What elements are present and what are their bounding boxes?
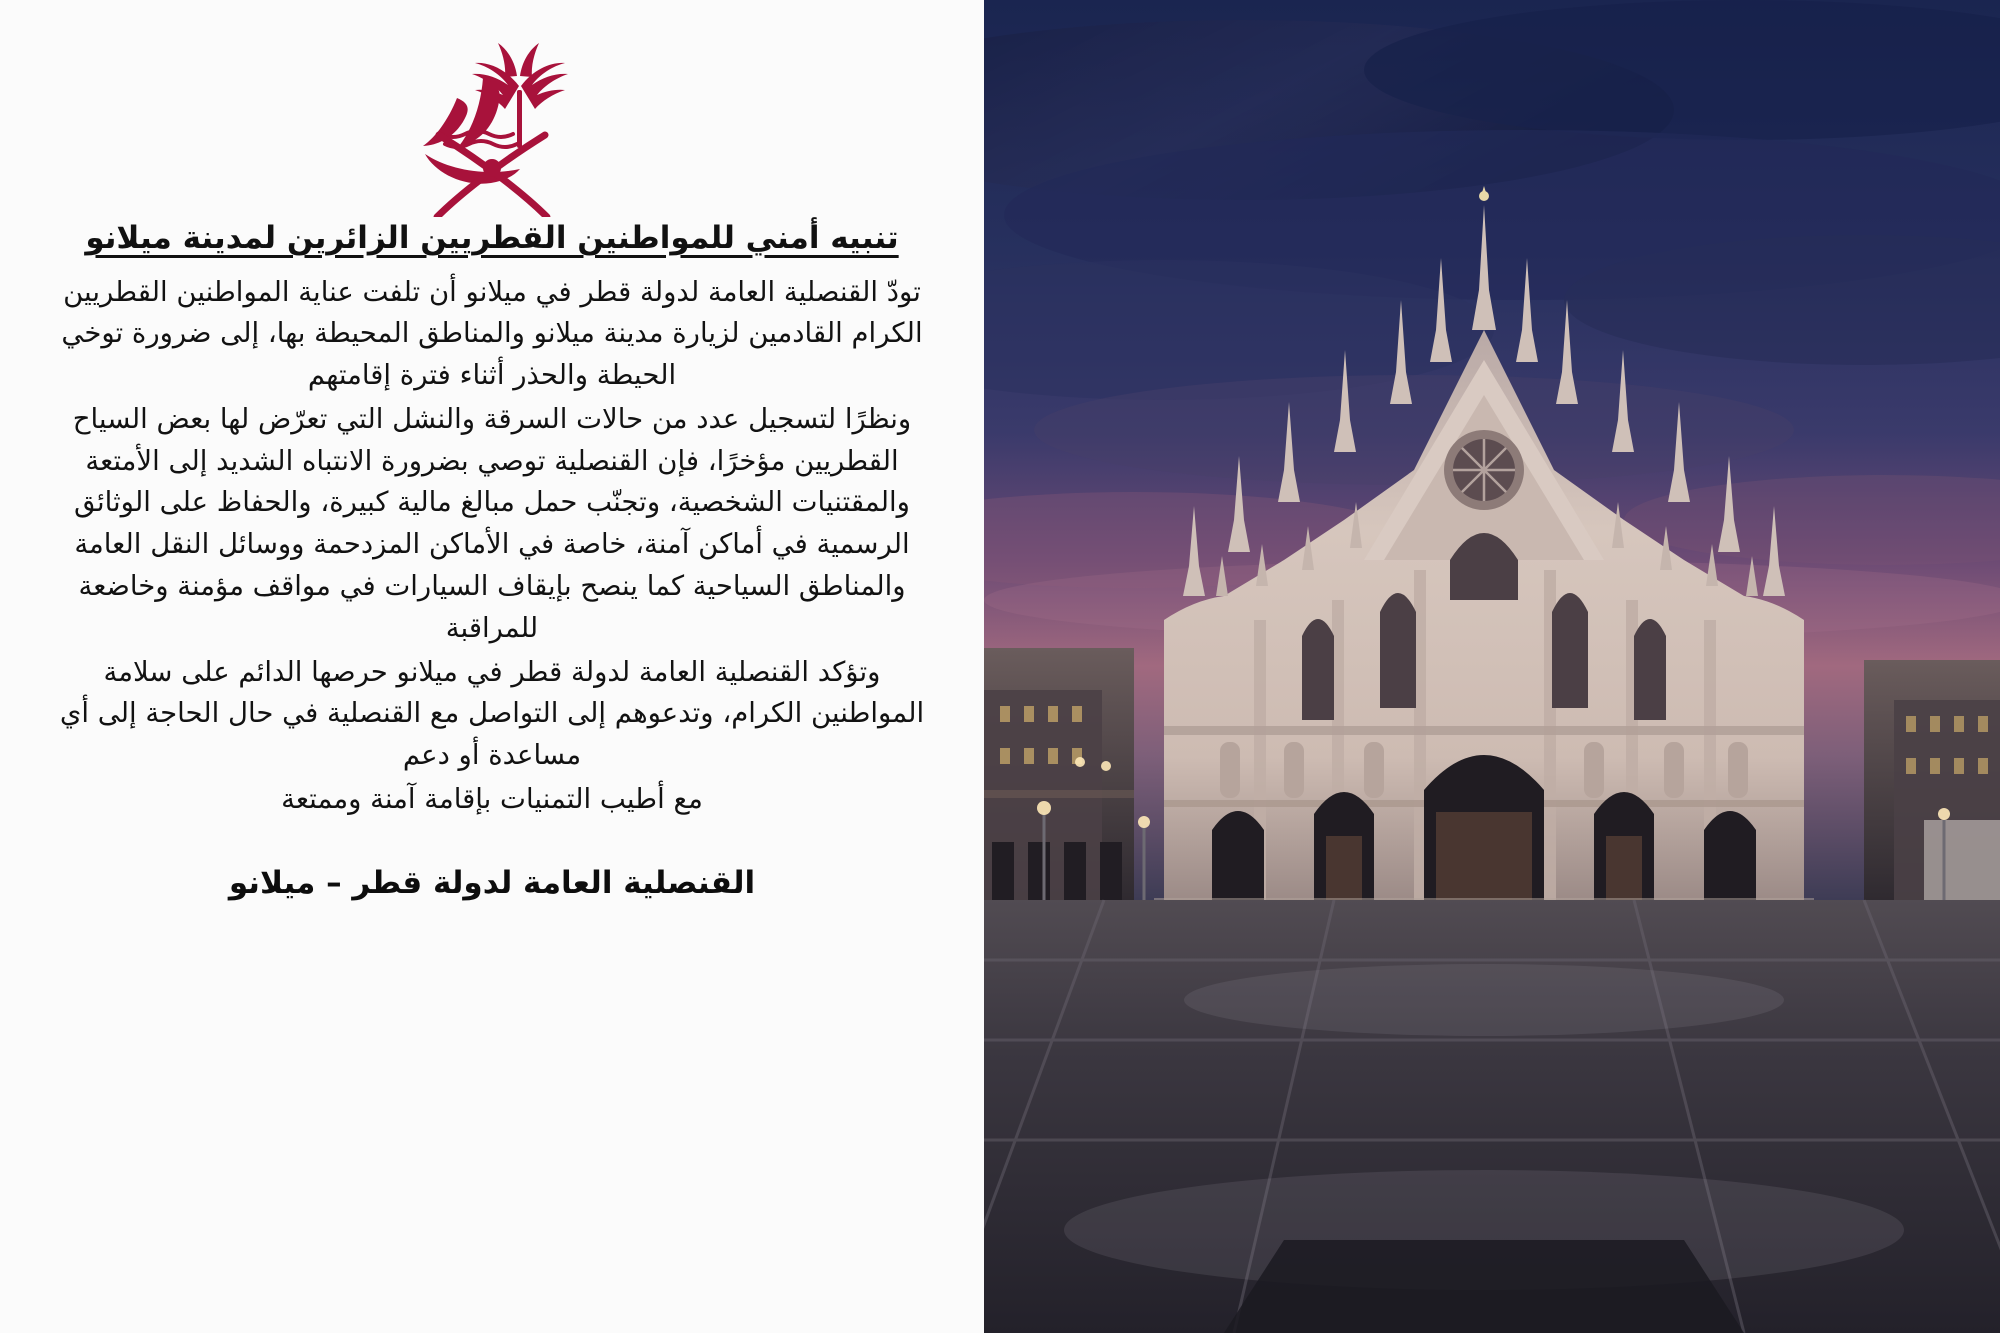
notice-paragraph-3: وتؤكد القنصلية العامة لدولة قطر في ميلانو حرصها الدائم على سلامة المواطنين الكرام، وتدعوهم إلى التواصل مع القنصلية في حال الحاجة إلى أي مساعدة أو دعم: [59, 655, 925, 772]
qatar-state-emblem-icon: [397, 42, 587, 217]
crest-container: [0, 0, 984, 215]
notice-paragraph-2: ونظرًا لتسجيل عدد من حالات السرقة والنشل التي تعرّض لها بعض السياح القطريين مؤخرًا، فإن القنصلية توصي بضرورة الانتباه الشديد إلى الأمتعة والمقتنيات الشخصية، وتجنّب حمل مبالغ مالية كبيرة، والحفاظ على الوثائق الرسمية في أماكن آمنة، خاصة في الأماكن المزدحمة ووسائل النقل العامة والمناطق السياحية كما ينصح بإيقاف السيارات في مواقف مؤمنة وخاضعة للمراقبة: [72, 402, 912, 644]
duomo-photo: [984, 0, 2000, 1333]
notice-paragraph-4: مع أطيب التمنيات بإقامة آمنة وممتعة: [281, 783, 703, 816]
notice-signature: القنصلية العامة لدولة قطر – ميلانو: [228, 864, 756, 901]
notice-panel: [0, 0, 984, 1333]
notice-paragraph-1: تودّ القنصلية العامة لدولة قطر في ميلانو أن تلفت عناية المواطنين القطريين الكرام القادمين لزيارة مدينة ميلانو والمناطق المحيطة بها، إلى ضرورة توخي الحيطة والحذر أثناء فترة إقامتهم: [61, 275, 923, 392]
notice-text-body: [0, 215, 984, 901]
notice-title: تنبيه أمني للمواطنين القطريين الزائرين لمدينة ميلانو: [85, 220, 899, 256]
